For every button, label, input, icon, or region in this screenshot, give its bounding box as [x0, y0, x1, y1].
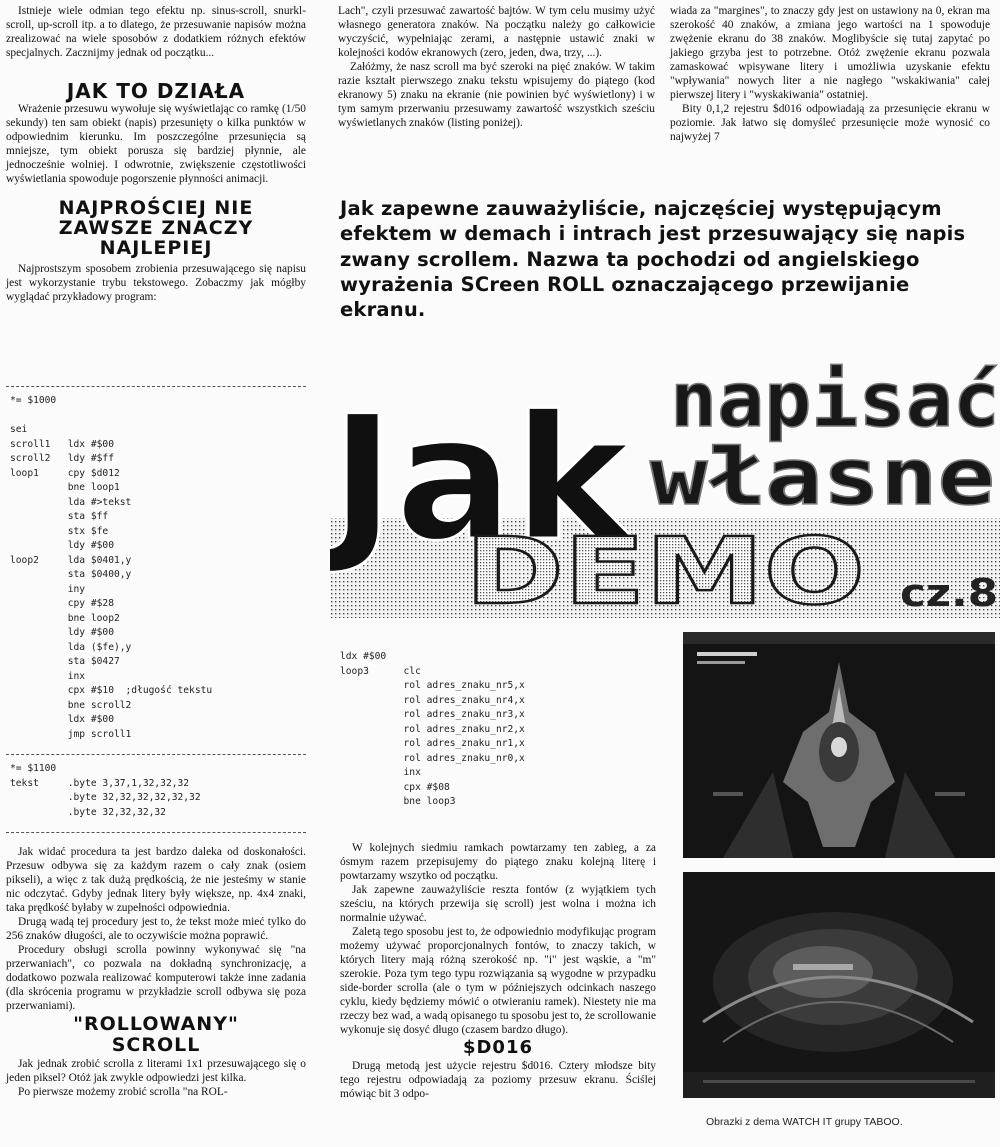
- left-paragraph-4: Jak jednak zrobić scrolla z literami 1x1 przesuwającego się o jeden piksel? Otóż jak zwykle odpowiedzi jest kilka.: [6, 1058, 306, 1084]
- middle-column-lower: [340, 841, 656, 1101]
- code-listing-1: *= $1000 sei scroll1 ldx #$00 scroll2 ldy #$ff loop1 cpy $d012 bne loop1 lda #>tekst sta $ff stx $fe ldy #$00 loop2 lda $0401,y sta $0400,y iny cpy #$28 bne loop2 ldy #$00 lda ($fe),y sta $0427 inx cpx #$10 ;długość tekstu bne scroll2 ldx #$00 jmp scroll1: [10, 395, 213, 740]
- title-jak: Jak: [330, 378, 634, 579]
- heading-rollowany-scroll: "ROLLOWANY" SCROLL: [73, 1013, 239, 1056]
- middle-paragraph-5: Zaletą tego sposobu jest to, że odpowiednio modyfikując program możemy używać proporcjonalnych fontów, to znaczy takich, w których litery mają różną szerokość np. "i" jest wąskie, a "m" szerokie. Poza tym tego typu rozwiązania są wygodne w przypadku side-border scrolla (ale o tym w późniejszych odcinkach naszego cyklu, kiedy będziemy mówić o otwieraniu ramek). Niestety nie ma rzeczy bez wad, a wadą opisanego tu sposobu jest to, że scrollowanie wykonuje się dosyć długo (czasem bardzo długo).: [340, 926, 656, 1036]
- left-paragraph-3: Procedury obsługi scrolla powinny wykonywać się "na przerwaniach", co pozwala na dokładną synchronizację, a dodatkowo pozwala realizować komputerowi także inne zadania (dla skrócenia programu w przykładzie scroll odbywa się poza przerwaniami).: [6, 944, 306, 1012]
- heading-jak-to-dziala: JAK TO DZIAŁA: [66, 79, 246, 103]
- code-listing-2: *= $1100 tekst .byte 3,37,1,32,32,32 .byte 32,32,32,32,32,32 .byte 32,32,32,32: [10, 763, 201, 818]
- heading-d016: $D016: [462, 1037, 534, 1058]
- right-paragraph-1: wiada za "margines", to znaczy gdy jest on ustawiony na 0, ekran ma szerokość 40 znaków, a zmiana jego wartości na 1 spowoduje zwężenie ekranu do 38 znaków. Moglibyście się tutaj zapytać po jakiego grzyba jest to potrzebne. Otóż zwężenie ekranu pozwala zamaskować wpisywane litery i umożliwia uzyskanie efektu "wpływania" nowych liter a nie nagłego "wskakiwania" całej pierwszej litery i "wyskakiwania" ostatniej.: [670, 5, 990, 101]
- title-graphic: [330, 328, 1000, 620]
- middle-paragraph-2: Załóżmy, że nasz scroll ma być szeroki na pięć znaków. W takim razie kształt pierwszego znaku tekstu wpisujemy do piątego (kod ekranowy 5) znaku na ekranie (nie powinien być wyświetlony) i w tym samym przerwaniu przesuwamy zawartość wszystkich sześciu wyświetlanych znaków (listing poniżej).: [338, 61, 655, 129]
- middle-column-top: [338, 4, 655, 130]
- middle-paragraph-1: Lach", czyli przesuwać zawartość bajtów. W tym celu musimy użyć własnego generatora znaków. Na początku należy go całkowicie wyczyścić, wypełniając zerami, a następnie ustawić znaki w kolejności kodów ekranowych (zero, jeden, dwa, trzy, ...).: [338, 5, 655, 59]
- demo-screenshot-1: [683, 632, 995, 858]
- title-demo: DEMO: [465, 518, 865, 620]
- lead-paragraph: Jak zapewne zauważyliście, najczęściej występującym efektem w demach i intrach jest przesuwający się napis zwany scrollem. Nazwa ta pochodzi od angielskiego wyrażenia SCreen ROLL oznaczającego przewijanie ekranu.: [340, 197, 966, 322]
- left-column: [6, 4, 306, 304]
- jak-to-dziala-paragraph: Wrażenie przesuwu wywołuje się wyświetlając co ramkę (1/50 sekundy) ten sam obiekt (napis) przesunięty o kilka punktów w odpowiednim kierunku. Im poszczególne przesunięcia są mniejsze, tym obiekt porusza się bardziej płynnie, ale jednocześnie wolniej. I odwrotnie, zwiększenie częstotliwości wyświetlania spowoduje pogorszenie płynności animacji.: [6, 103, 306, 185]
- code-separator-mid: [6, 754, 306, 755]
- left-column-lower: [6, 845, 306, 1099]
- left-paragraph-5: Po pierwsze możemy zrobić scrolla "na ROL-: [18, 1086, 228, 1098]
- middle-paragraph-3: W kolejnych siedmiu ramkach powtarzamy ten zabieg, a za ósmym razem przepisujemy do piątego znaku kolejną literę i powtarzamy wszytko od początku.: [340, 842, 656, 882]
- screenshot-caption: Obrazki z dema WATCH IT grupy TABOO.: [706, 1116, 903, 1128]
- middle-paragraph-6: Drugą metodą jest użycie rejestru $d016. Cztery młodsze bity tego rejestru odpowiadają za poziomy przesuw ekranu. Ściślej mówiąc bit 3 odpo-: [340, 1060, 656, 1100]
- najprosciej-paragraph: Najprostszym sposobem zrobienia przesuwającego się napisu jest wykorzystanie trybu tekstowego. Zobaczmy jak mógłby wyglądać przykładowy program:: [6, 263, 306, 303]
- right-paragraph-2: Bity 0,1,2 rejestru $d016 odpowiadają za przesunięcie ekranu w poziomie. Jak łatwo się domyśleć przesunięcie może wynosić co najwyżej 7: [670, 103, 990, 143]
- right-column-top: [670, 4, 990, 144]
- left-paragraph-2: Drugą wadą tej procedury jest to, że tekst może mieć tylko do 256 znaków długości, ale to oczywiście można poprawić.: [6, 916, 306, 942]
- middle-paragraph-4: Jak zapewne zauważyliście reszta fontów (z wyjątkiem tych sześciu, na których przewija się scroll) jest wolna i można ich normalnie używać.: [340, 884, 656, 924]
- code-listing-3: ldx #$00 loop3 clc rol adres_znaku_nr5,x rol adres_znaku_nr4,x rol adres_znaku_nr3,x rol adres_znaku_nr2,x rol adres_znaku_nr1,x rol adres_znaku_nr0,x inx cpx #$08 bne loop3: [340, 651, 525, 807]
- heading-najprosciej: NAJPROŚCIEJ NIE ZAWSZE ZNACZY NAJLEPIEJ: [58, 197, 254, 259]
- title-napisac: napisać: [670, 355, 1000, 444]
- demo-screenshot-1-image: [683, 632, 995, 858]
- code-separator-bottom: [6, 832, 306, 833]
- demo-screenshot-2: [683, 872, 995, 1098]
- left-paragraph-1: Jak widać procedura ta jest bardzo daleka od doskonałości. Przesuw odbywa się za każdym razem o cały znak (osiem pikseli), a więc z tak dużą prędkością, że nie jesteśmy w stanie nic odczytać. Gdyby jednak litery były większe, np. 4x4 znaki, taka prędkość byłaby w zupełności odpowiednia.: [6, 846, 306, 914]
- code-separator-top: [6, 386, 306, 387]
- intro-paragraph: Istnieje wiele odmian tego efektu np. sinus-scroll, snurkl-scroll, up-scroll itp. a to dlatego, że przesuwanie napisów można zrealizować na wiele sposobów z dodatkiem różnych efektów specjalnych. Zacznijmy jednak od początku...: [6, 5, 306, 59]
- title-block: [330, 328, 1000, 620]
- demo-screenshot-2-image: [683, 872, 995, 1098]
- title-part: cz.8: [900, 571, 998, 615]
- title-wlasne: własne: [650, 433, 995, 523]
